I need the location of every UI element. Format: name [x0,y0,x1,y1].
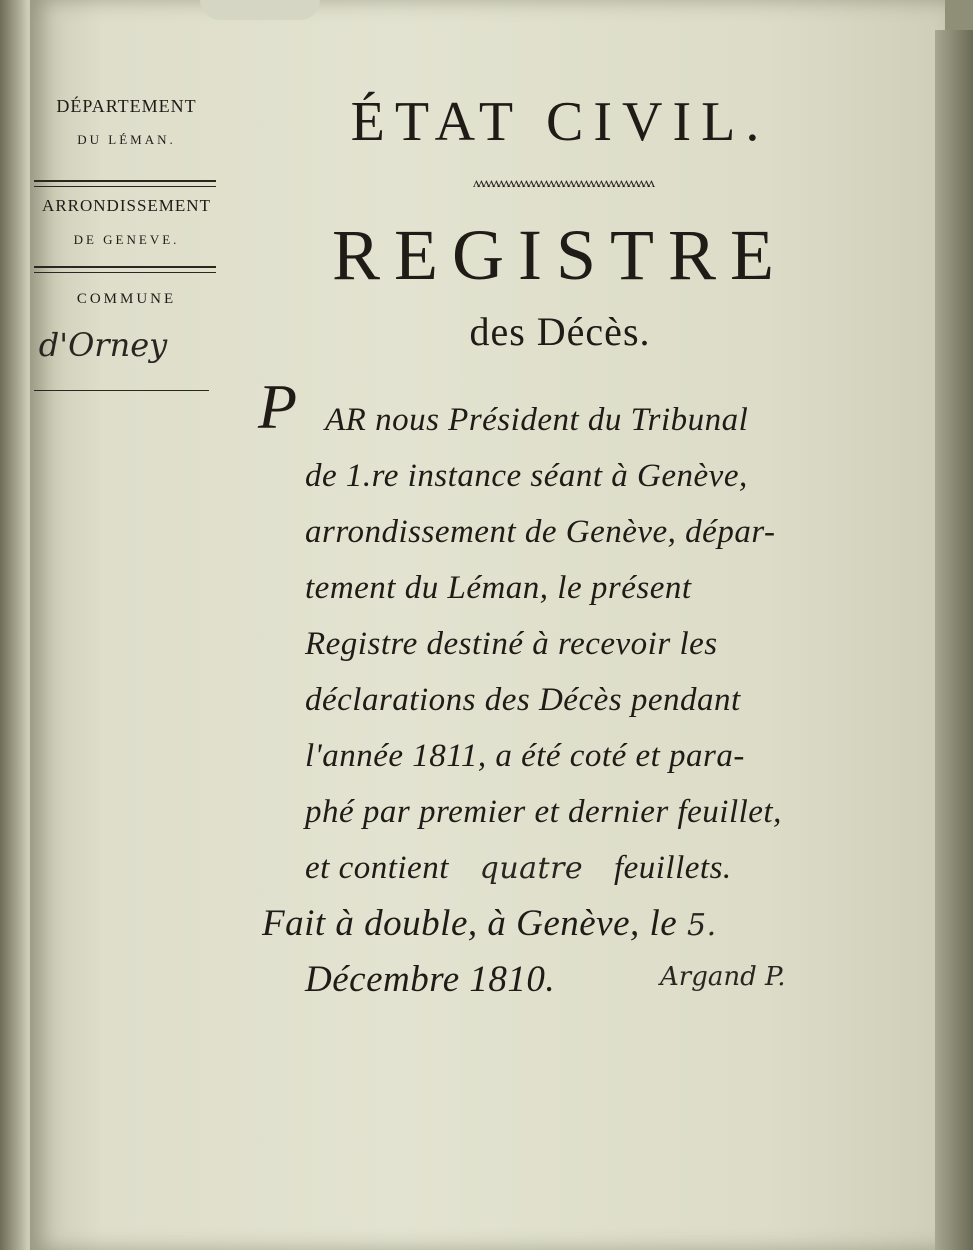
register-subtitle: des Décès. [469,309,651,354]
binding-strip [200,0,320,20]
signature: Argand P. [660,962,786,992]
body-line-7: l'année 1811, a été coté et para- [305,738,745,774]
department-label: DÉPARTEMENT [56,96,197,116]
body-line-4: tement du Léman, le présent [305,570,692,606]
fait-a-double-text: Fait à double, à Genève, le [262,903,678,944]
page-edge-shadow [935,30,973,1250]
contient-text: et contient [305,850,449,886]
feuillets-text: feuillets. [613,850,732,886]
arrondissement-label: ARRONDISSEMENT [42,196,211,215]
sidebar-rule [34,266,216,268]
sidebar-rule [34,186,216,187]
drop-cap: P [258,371,298,442]
sidebar-rule [34,272,216,273]
body-line-3: arrondissement de Genève, dépar- [305,514,776,550]
department-name: DU LÉMAN. [77,132,176,147]
footer-line-1 [262,902,717,945]
body-line-5: Registre destiné à recevoir les [305,626,718,662]
handwritten-count: quatre [479,851,584,886]
handwritten-day: 5. [686,908,717,943]
arrondissement-name: DE GENEVE. [73,232,180,247]
commune-name-handwritten: d'Orney [38,326,168,364]
body-line-9 [305,850,732,887]
ornamental-divider: ʌʌʌʌʌʌʌʌʌʌʌʌʌʌʌʌʌʌʌʌʌʌʌʌʌʌʌʌʌʌʌʌʌʌʌʌ [473,176,653,191]
body-line-1: AR nous Président du Tribunal [325,402,749,438]
sidebar-rule [34,180,216,182]
footer-line-2: Décembre 1810. [305,959,556,1000]
sidebar-rule [34,390,209,391]
body-line-2: de 1.re instance séant à Genève, [305,458,748,494]
register-heading: REGISTRE [331,215,788,295]
body-line-8: phé par premier et dernier feuillet, [305,794,782,830]
page-title: ÉTAT CIVIL. [350,91,770,153]
commune-label: COMMUNE [76,291,177,307]
body-line-6: déclarations des Décès pendant [305,682,741,718]
